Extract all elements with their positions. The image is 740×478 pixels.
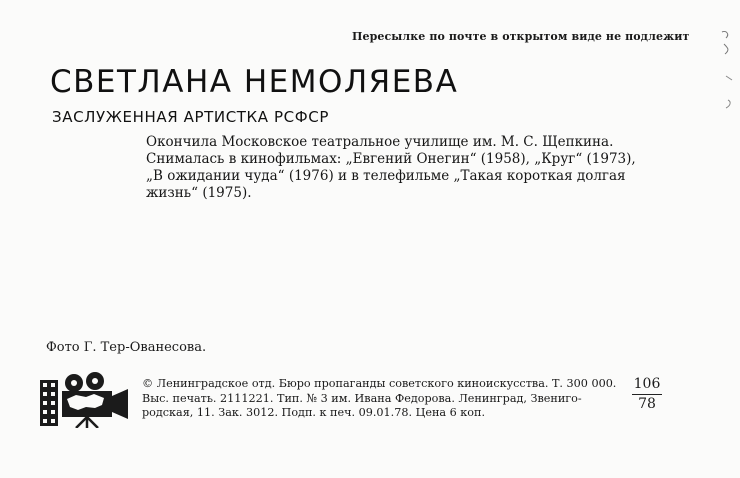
postal-note: Пересылке по почте в открытом виде не подлежит [352, 30, 690, 43]
biography [146, 134, 676, 202]
actress-title: ЗАСЛУЖЕННАЯ АРТИСТКА РСФСР [52, 108, 329, 126]
imprint-line: © Ленинградское отд. Бюро пропаганды советского киноискусства. Т. 300 000. [142, 377, 617, 390]
photo-credit: Фото Г. Тер-Ованесова. [46, 340, 207, 355]
imprint [142, 377, 626, 421]
bio-line: Окончила Московское театральное училище им. М. С. Щепкина. [146, 134, 614, 150]
edge-marks [716, 20, 740, 110]
imprint-line: Выс. печать. 2111221. Тип. № 3 им. Ивана Федорова. Ленинград, Звениго- [142, 391, 582, 405]
imprint-line: родская, 11. Зак. 3012. Подп. к печ. 09.01.78. Цена 6 коп. [142, 406, 486, 419]
catalog-index [632, 375, 662, 413]
bio-line: Снималась в кинофильмах: „Евгений Онегин“ (1958), „Круг“ (1973), [146, 151, 636, 167]
bio-line: „В ожидании чуда“ (1976) и в телефильме „Такая короткая долгая [146, 168, 626, 184]
film-camera-logo-icon [40, 372, 136, 428]
actress-name: СВЕТЛАНА НЕМОЛЯЕВА [50, 64, 459, 100]
bio-line: жизнь“ (1975). [146, 185, 252, 201]
index-denominator: 78 [638, 396, 656, 412]
index-numerator: 106 [632, 375, 662, 395]
